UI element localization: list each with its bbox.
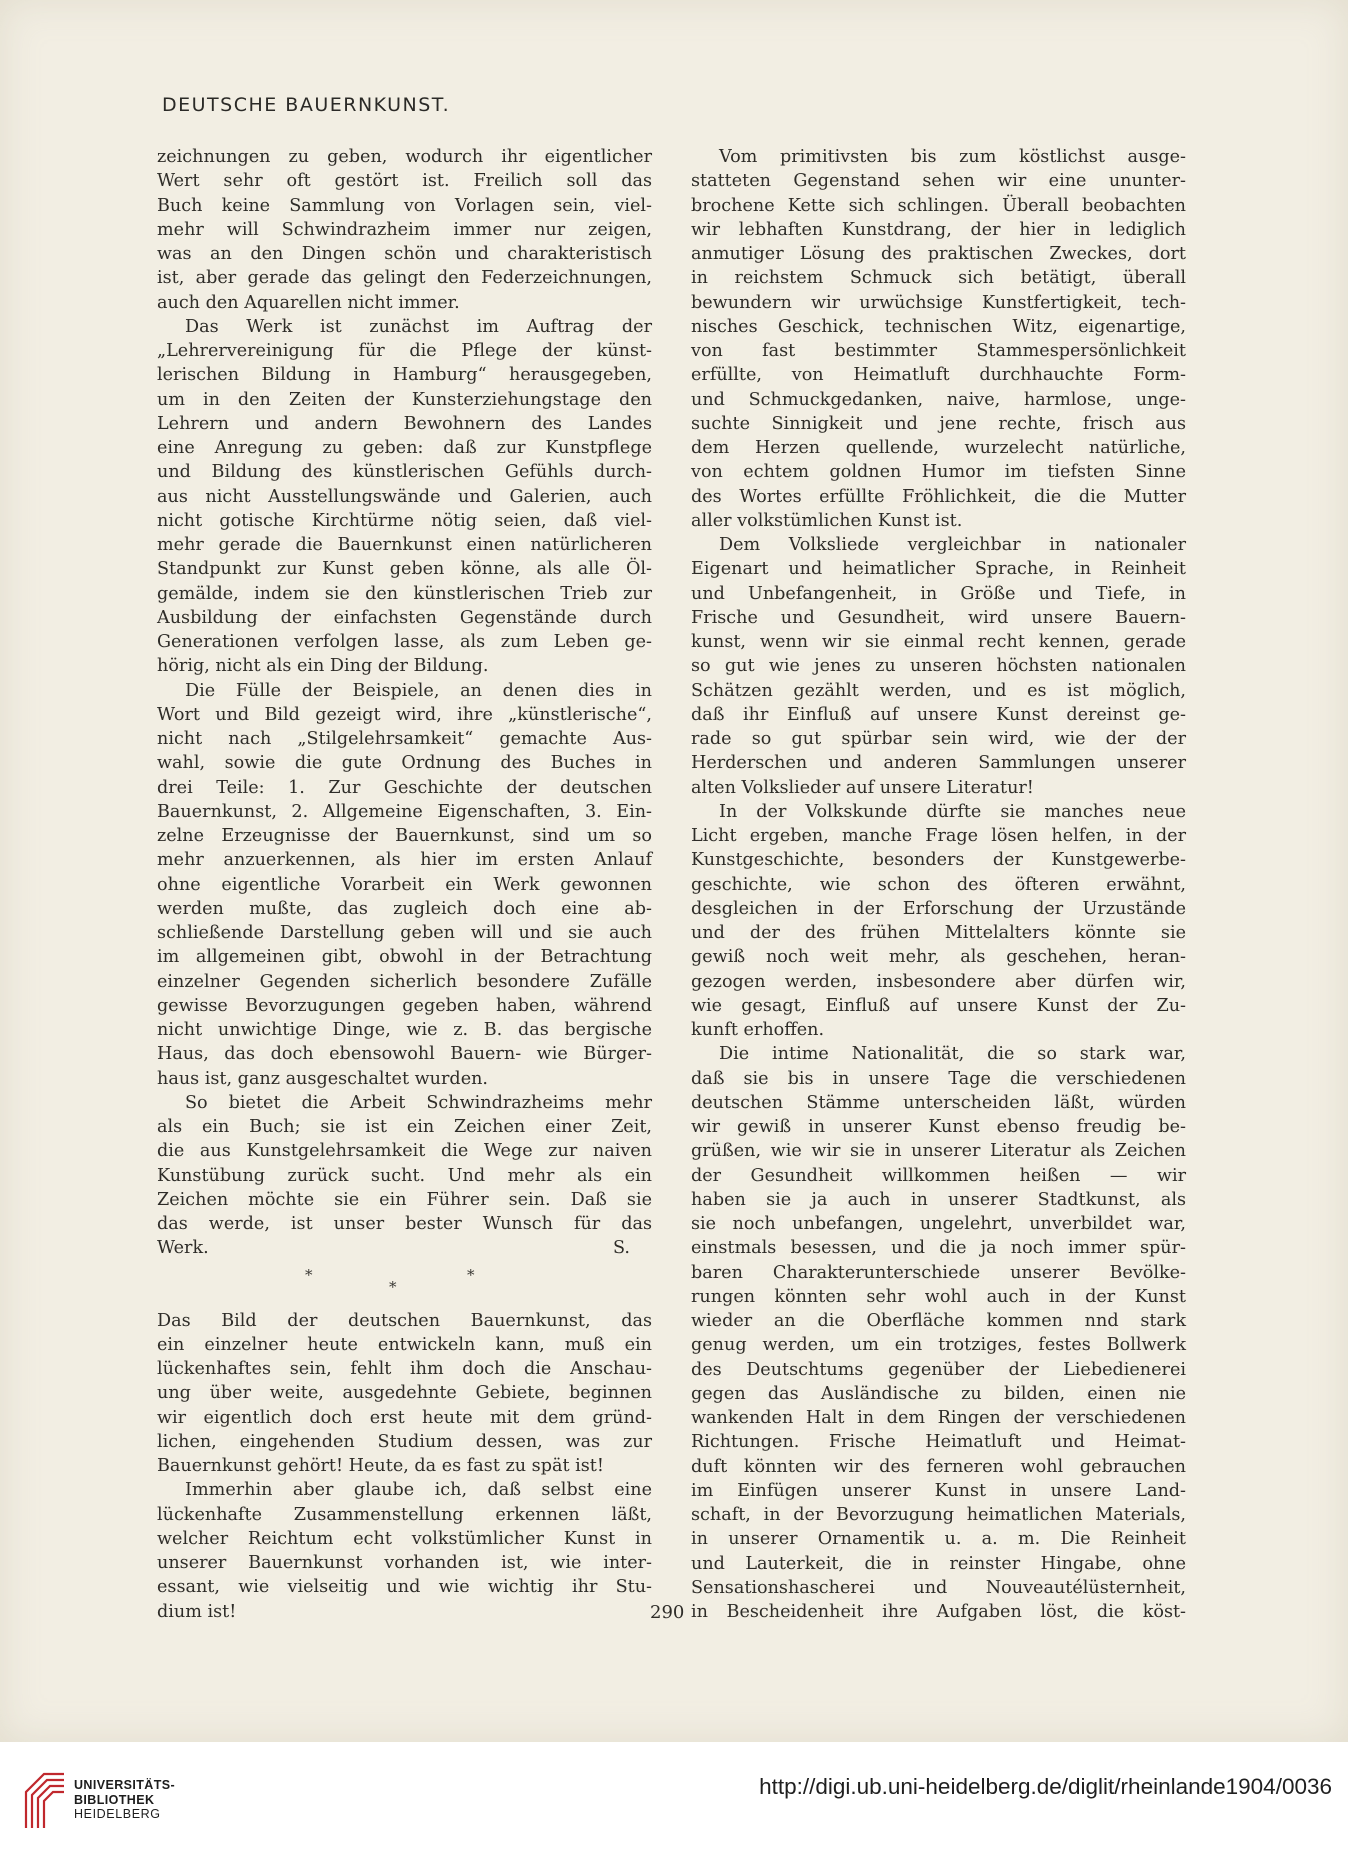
text-line: lückenhaftes sein, fehlt ihm doch die Anschau- <box>157 1359 652 1379</box>
text-line: was an den Dingen schön und charakteristisch <box>157 244 652 264</box>
running-header: DEUTSCHE BAUERNKUNST. <box>162 94 451 116</box>
text-line: rade so gut spürbar sein wird, wie der der <box>691 729 1186 749</box>
text-line: hörig, nicht als ein Ding der Bildung. <box>157 656 489 677</box>
text-line: im Einfügen unserer Kunst in unsere Land- <box>691 1480 1186 1501</box>
text-line: gewiß noch weit mehr, als geschehen, heran- <box>691 947 1186 968</box>
text-line: schließende Darstellung geben will und sie auch <box>157 923 652 943</box>
text-line: und Lauterkeit, die in reinster Hingabe, ohne <box>691 1553 1186 1574</box>
page-number: 290 <box>650 1602 685 1623</box>
text-line: Herderschen und anderen Sammlungen unserer <box>691 753 1186 774</box>
asterisk-icon: * <box>467 1265 475 1284</box>
text-line: Schätzen gezählt werden, und es ist möglich, <box>691 680 1186 701</box>
text-line: nicht gotische Kirchtürme nötig seien, daß viel- <box>157 510 652 531</box>
text-line: des Wortes erfüllte Fröhlichkeit, die die Mutter <box>691 486 1186 507</box>
library-name-line: BIBLIOTHEK <box>74 1792 155 1807</box>
text-line: wir gewiß in unserer Kunst ebenso freudig be- <box>691 1117 1186 1137</box>
text-line: gewisse Bevorzugungen gegeben haben, während <box>157 995 652 1016</box>
text-line: schaft, in der Bevorzugung heimatlichen Materials, <box>691 1505 1186 1525</box>
university-library-logo-icon <box>22 1770 68 1832</box>
text-line: Wert sehr oft gestört ist. Freilich soll das <box>157 171 652 192</box>
text-line: Kunstübung zurück sucht. Und mehr als ein <box>157 1165 652 1186</box>
text-line: Dem Volksliede vergleichbar in nationaler <box>719 535 1186 555</box>
text-line: ohne eigentliche Vorarbeit ein Werk gewonnen <box>157 874 652 895</box>
text-line: von echtem goldnen Humor im tiefsten Sinne <box>691 462 1186 483</box>
text-line: das werde, ist unser bester Wunsch für das <box>157 1214 652 1234</box>
text-line: Kunstgeschichte, besonders der Kunstgewerbe- <box>691 850 1186 871</box>
signature-word: Werk. <box>157 1238 209 1259</box>
text-line: anmutiger Lösung des praktischen Zweckes, dort <box>691 244 1186 264</box>
text-line: im allgemeinen gibt, obwohl in der Betrachtung <box>157 947 652 968</box>
text-line: sie noch unbefangen, ungelehrt, unverbildet war, <box>691 1214 1186 1234</box>
text-line: Buch keine Sammlung von Vorlagen sein, viel- <box>157 195 652 216</box>
text-line: genug werden, um ein trotziges, festes Bollwerk <box>691 1335 1186 1356</box>
text-line: einzelner Gegenden sicherlich besondere Zufälle <box>157 971 652 992</box>
text-line: als ein Buch; sie ist ein Zeichen einer Zeit, <box>157 1117 652 1137</box>
text-line: mehr anzuerkennen, als hier im ersten Anlauf <box>157 850 652 871</box>
author-initial: S. <box>612 1238 630 1259</box>
text-line: nicht unwichtige Dinge, wie z. B. das bergische <box>157 1020 652 1040</box>
left-column <box>157 145 652 1624</box>
asterisk-icon: * <box>305 1265 313 1284</box>
text-line: und Bildung des künstlerischen Gefühls durch- <box>157 462 652 483</box>
text-line: um in den Zeiten der Kunsterziehungstage den <box>157 389 652 410</box>
text-line: eine Anregung zu geben: daß zur Kunstpflege <box>157 438 652 458</box>
text-line: gegen das Ausländische zu bilden, einen nie <box>691 1383 1186 1404</box>
text-line: mehr will Schwindrazheim immer nur zeigen, <box>157 219 652 240</box>
text-line: haben sie ja auch in unserer Stadtkunst, als <box>691 1189 1186 1210</box>
text-line: dium ist! <box>157 1601 237 1622</box>
text-line: „Lehrervereinigung für die Pflege der künst- <box>157 341 652 361</box>
text-line: einstmals besessen, und die ja noch immer spür- <box>691 1238 1186 1259</box>
text-line: In der Volkskunde dürfte sie manches neue <box>719 801 1186 822</box>
text-line: gemälde, indem sie den künstlerischen Trieb zur <box>157 583 652 604</box>
text-line: Licht ergeben, manche Frage lösen helfen, in der <box>691 826 1186 846</box>
text-line: so gut wie jenes zu unseren höchsten nationalen <box>691 656 1186 677</box>
text-line: aller volkstümlichen Kunst ist. <box>691 510 963 531</box>
text-line: und Unbefangenheit, in Größe und Tiefe, in <box>691 583 1186 604</box>
text-line: werden mußte, das zugleich doch eine ab- <box>157 898 652 919</box>
text-line: Die intime Nationalität, die so stark war, <box>719 1044 1186 1065</box>
right-column <box>691 145 1186 1624</box>
text-line: Die Fülle der Beispiele, an denen dies in <box>185 680 652 701</box>
text-line: geschichte, wie schon des öfteren erwähnt, <box>691 874 1186 895</box>
text-line: duft könnten wir des ferneren wohl gebrauchen <box>691 1456 1186 1477</box>
text-line: gezogen werden, insbesondere aber dürfen wir, <box>691 971 1186 992</box>
text-line: essant, wie vielseitig und wie wichtig ihr Stu- <box>157 1577 652 1598</box>
text-line: wahl, sowie die gute Ordnung des Buches in <box>157 753 652 774</box>
text-line: die aus Kunstgelehrsamkeit die Wege zur naiven <box>157 1141 652 1162</box>
text-line: lichen, eingehenden Studium dessen, was zur <box>157 1431 652 1452</box>
text-line: und Schmuckgedanken, naive, harmlose, unge- <box>691 389 1186 410</box>
text-line: Immerhin aber glaube ich, daß selbst eine <box>185 1480 652 1501</box>
text-line: aus nicht Ausstellungswände und Galerien, auch <box>157 486 652 507</box>
text-line: Zeichen möchte sie ein Führer sein. Daß sie <box>157 1189 652 1210</box>
text-line: alten Volkslieder auf unsere Literatur! <box>691 777 1034 798</box>
text-line: Lehrern und andern Bewohnern des Landes <box>157 413 652 434</box>
text-line: Wort und Bild gezeigt wird, ihre „künstlerische“, <box>157 704 652 725</box>
text-line: suchte Sinnigkeit und jene rechte, frisch aus <box>691 413 1186 434</box>
asterisk-icon: * <box>389 1277 397 1296</box>
text-line: wieder an die Oberfläche kommen nnd stark <box>691 1311 1186 1331</box>
text-line: ist, aber gerade das gelingt den Federzeichnungen, <box>157 268 652 289</box>
text-line: auch den Aquarellen nicht immer. <box>157 292 460 313</box>
text-line: mehr gerade die Bauernkunst einen natürlicheren <box>157 535 652 555</box>
text-line: wir lebhaften Kunstdrang, der hier in lediglich <box>691 219 1186 240</box>
text-line: in Bescheidenheit ihre Aufgaben löst, die köst- <box>691 1602 1186 1622</box>
section-divider-asterisks <box>157 1261 652 1309</box>
footer-bar <box>0 1742 1348 1852</box>
text-line: deutschen Stämme unterscheiden läßt, würden <box>691 1092 1186 1113</box>
text-line: statteten Gegenstand sehen wir eine ununter- <box>691 171 1186 192</box>
text-line: ein einzelner heute entwickeln kann, muß ein <box>157 1334 652 1355</box>
text-line: Das Bild der deutschen Bauernkunst, das <box>157 1310 652 1331</box>
text-line: welcher Reichtum echt volkstümlicher Kunst in <box>157 1528 652 1549</box>
text-line: des Deutschtums gegenüber der Liebedienerei <box>691 1359 1186 1380</box>
text-line: Generationen verfolgen lasse, als zum Leben ge- <box>157 632 652 652</box>
text-line: von fast bestimmter Stammespersönlichkeit <box>691 341 1186 361</box>
text-line: ung über weite, ausgedehnte Gebiete, beginnen <box>157 1383 652 1404</box>
text-line: dem Herzen quellende, wurzelecht natürliche, <box>691 438 1186 458</box>
text-line: So bietet die Arbeit Schwindrazheims mehr <box>185 1092 652 1113</box>
signature-line <box>157 1236 652 1260</box>
text-line: unserer Bauernkunst vorhanden ist, wie inter- <box>157 1553 652 1573</box>
text-line: lerischen Bildung in Hamburg“ herausgegeben, <box>157 365 652 386</box>
text-line: Bauernkunst gehört! Heute, da es fast zu spät ist! <box>157 1456 604 1476</box>
text-line: rungen könnten sehr wohl auch in der Kunst <box>691 1286 1186 1307</box>
text-line: grüßen, wie wir sie in unserer Literatur als Zeichen <box>691 1141 1186 1162</box>
text-line: Sensationshascherei und Nouveautélüsternheit, <box>691 1577 1186 1598</box>
text-line: erfüllte, von Heimatluft durchhauchte Form- <box>691 365 1186 386</box>
text-line: brochene Kette sich schlingen. Überall beobachten <box>691 195 1186 216</box>
text-line: desgleichen in der Erforschung der Urzustände <box>691 898 1186 919</box>
text-line: der Gesundheit willkommen heißen — wir <box>691 1165 1186 1186</box>
text-line: Vom primitivsten bis zum köstlichst ausge- <box>719 147 1186 167</box>
text-line: wankenden Halt in dem Ringen der verschiedenen <box>691 1408 1186 1428</box>
text-line: zeichnungen zu geben, wodurch ihr eigentlicher <box>157 147 652 167</box>
source-url-link[interactable]: http://digi.ub.uni-heidelberg.de/diglit/rheinlande1904/0036 <box>759 1774 1332 1799</box>
text-line: kunft erhoffen. <box>691 1020 825 1040</box>
text-line: nicht nach „Stilgelehrsamkeit“ gemachte Aus- <box>157 729 652 749</box>
library-name-line: HEIDELBERG <box>74 1807 161 1821</box>
text-line: kunst, wenn wir sie einmal recht kennen, gerade <box>691 632 1186 652</box>
text-line: Haus, das doch ebensowohl Bauern- wie Bürger- <box>157 1044 652 1065</box>
text-line: in reichstem Schmuck sich betätigt, überall <box>691 268 1186 289</box>
text-line: Das Werk ist zunächst im Auftrag der <box>185 316 652 337</box>
text-line: daß ihr Einfluß auf unsere Kunst dereinst ge- <box>691 704 1186 725</box>
text-line: nisches Geschick, technischen Witz, eigenartige, <box>691 316 1186 337</box>
text-line: wir eigentlich doch erst heute mit dem gründ- <box>157 1407 652 1428</box>
text-line: zelne Erzeugnisse der Bauernkunst, sind um so <box>157 826 652 846</box>
text-line: Eigenart und heimatlicher Sprache, in Reinheit <box>691 559 1186 580</box>
text-line: haus ist, ganz ausgeschaltet wurden. <box>157 1068 489 1089</box>
text-line: und der des frühen Mittelalters könnte sie <box>691 923 1186 943</box>
text-line: Ausbildung der einfachsten Gegenstände durch <box>157 607 652 628</box>
text-line: Frische und Gesundheit, wird unsere Bauern- <box>691 607 1186 628</box>
library-name-line: UNIVERSITÄTS- <box>74 1778 176 1792</box>
text-line: daß sie bis in unsere Tage die verschiedenen <box>691 1068 1186 1089</box>
text-line: drei Teile: 1. Zur Geschichte der deutschen <box>157 777 652 798</box>
text-line: Standpunkt zur Kunst geben könne, als alle Öl- <box>157 559 652 580</box>
library-name <box>74 1778 175 1822</box>
text-line: Richtungen. Frische Heimatluft und Heimat- <box>691 1432 1186 1453</box>
text-line: baren Charakterunterschiede unserer Bevölke- <box>691 1262 1186 1283</box>
text-line: bewundern wir urwüchsige Kunstfertigkeit, tech- <box>691 292 1186 313</box>
text-line: Bauernkunst, 2. Allgemeine Eigenschaften, 3. Ein- <box>157 801 652 822</box>
text-line: in unserer Ornamentik u. a. m. Die Reinheit <box>691 1529 1186 1550</box>
text-line: wie gesagt, Einfluß auf unsere Kunst der Zu- <box>691 995 1186 1016</box>
text-line: lückenhafte Zusammenstellung erkennen läßt, <box>157 1504 652 1525</box>
